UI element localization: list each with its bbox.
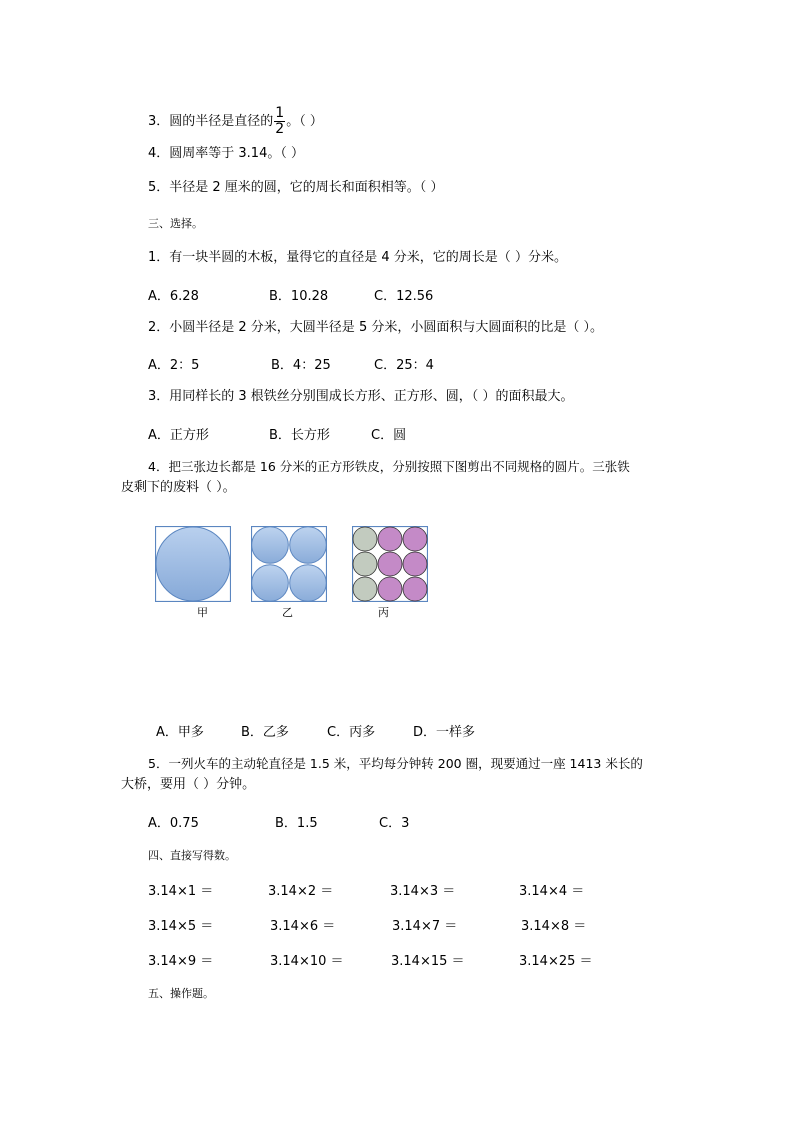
calc-item: 3.14×3 ＝ <box>390 884 456 899</box>
mc-q3-option-a: A．正方形 <box>148 428 209 443</box>
mc-q2-text: 2．小圆半径是 2 分米，大圆半径是 5 分米，小圆面积与大圆面积的比是（ ）。 <box>148 320 603 335</box>
mc-q4-text-line1: 4．把三张边长都是 16 分米的正方形铁皮，分别按照下图剪出不同规格的圆片。三张铁 <box>148 459 630 474</box>
fraction-one-half <box>274 106 285 137</box>
section4-heading: 四、直接写得数。 <box>148 849 236 862</box>
calc-item: 3.14×4 ＝ <box>519 884 585 899</box>
calc-item: 3.14×9 ＝ <box>148 954 214 969</box>
figure-yi <box>251 526 327 602</box>
calc-item: 3.14×25 ＝ <box>519 954 593 969</box>
mc-q1-option-a: A．6.28 <box>148 289 199 304</box>
calc-item: 3.14×8 ＝ <box>521 919 587 934</box>
figure-bing <box>352 526 428 602</box>
calc-item: 3.14×2 ＝ <box>268 884 334 899</box>
mc-q2-option-b: B．4：25 <box>271 358 331 373</box>
fraction-numerator: 1 <box>275 105 285 121</box>
figure-bing-circle <box>353 552 377 576</box>
tf-q3 <box>148 106 323 137</box>
mc-q5-text-line1: 5．一列火车的主动轮直径是 1.5 米，平均每分钟转 200 圈，现要通过一座 1413 米长的 <box>148 756 643 771</box>
mc-q5-option-b: B．1.5 <box>275 816 318 831</box>
mc-q3-option-c: C．圆 <box>371 428 407 443</box>
calc-item: 3.14×6 ＝ <box>270 919 336 934</box>
mc-q1-option-c: C．12.56 <box>374 289 434 304</box>
calc-item: 3.14×15 ＝ <box>391 954 465 969</box>
calc-item: 3.14×7 ＝ <box>392 919 458 934</box>
tf-q3-tail: 。（ ） <box>286 114 323 129</box>
mc-q3-text: 3．用同样长的 3 根铁丝分别围成长方形、正方形、圆，（ ）的面积最大。 <box>148 389 574 404</box>
figure-bing-circle <box>403 552 427 576</box>
figure-yi-circle <box>252 565 289 602</box>
mc-q3-option-b: B．长方形 <box>269 428 330 443</box>
mc-q5-text-line2: 大桥，要用（ ）分钟。 <box>121 777 256 792</box>
mc-q4-option-a: A．甲多 <box>156 725 204 740</box>
mc-q1-text: 1．有一块半圆的木板，量得它的直径是 4 分米，它的周长是（ ）分米。 <box>148 250 567 265</box>
fraction-denominator: 2 <box>275 121 285 137</box>
mc-q5-option-c: C．3 <box>379 816 410 831</box>
figure-yi-label: 乙 <box>282 606 293 619</box>
figure-bing-circle <box>403 527 427 551</box>
figure-yi-circle <box>290 565 327 602</box>
mc-q1-option-b: B．10.28 <box>269 289 329 304</box>
figure-bing-circle <box>403 577 427 601</box>
calc-item: 3.14×5 ＝ <box>148 919 214 934</box>
figure-bing-circle <box>378 552 402 576</box>
mc-q2-option-c: C．25：4 <box>374 358 434 373</box>
calc-item: 3.14×1 ＝ <box>148 884 214 899</box>
mc-q4-option-c: C．丙多 <box>327 725 376 740</box>
figure-bing-label: 丙 <box>378 606 389 619</box>
mc-q2-option-a: A．2：5 <box>148 358 200 373</box>
figure-bing-circle <box>378 527 402 551</box>
calc-item: 3.14×10 ＝ <box>270 954 344 969</box>
mc-q4-option-d: D．一样多 <box>413 725 476 740</box>
section5-heading: 五、操作题。 <box>148 987 214 1000</box>
section3-heading: 三、选择。 <box>148 217 203 230</box>
tf-q5: 5．半径是 2 厘米的圆，它的周长和面积相等。（ ） <box>148 180 444 195</box>
figure-bing-circle <box>378 577 402 601</box>
figure-yi-circle <box>290 527 327 564</box>
mc-q5-option-a: A．0.75 <box>148 816 199 831</box>
tf-q3-text: 3．圆的半径是直径的 <box>148 114 274 129</box>
figure-jia <box>155 526 231 602</box>
tf-q4: 4．圆周率等于 3.14。（ ） <box>148 146 304 161</box>
figure-bing-circle <box>353 527 377 551</box>
figure-jia-circle <box>156 527 230 601</box>
mc-q4-option-b: B．乙多 <box>241 725 289 740</box>
mc-q4-text-line2: 皮剩下的废料（ ）。 <box>121 480 236 495</box>
figure-jia-label: 甲 <box>197 606 208 619</box>
figure-yi-circle <box>252 527 289 564</box>
figure-bing-circle <box>353 577 377 601</box>
